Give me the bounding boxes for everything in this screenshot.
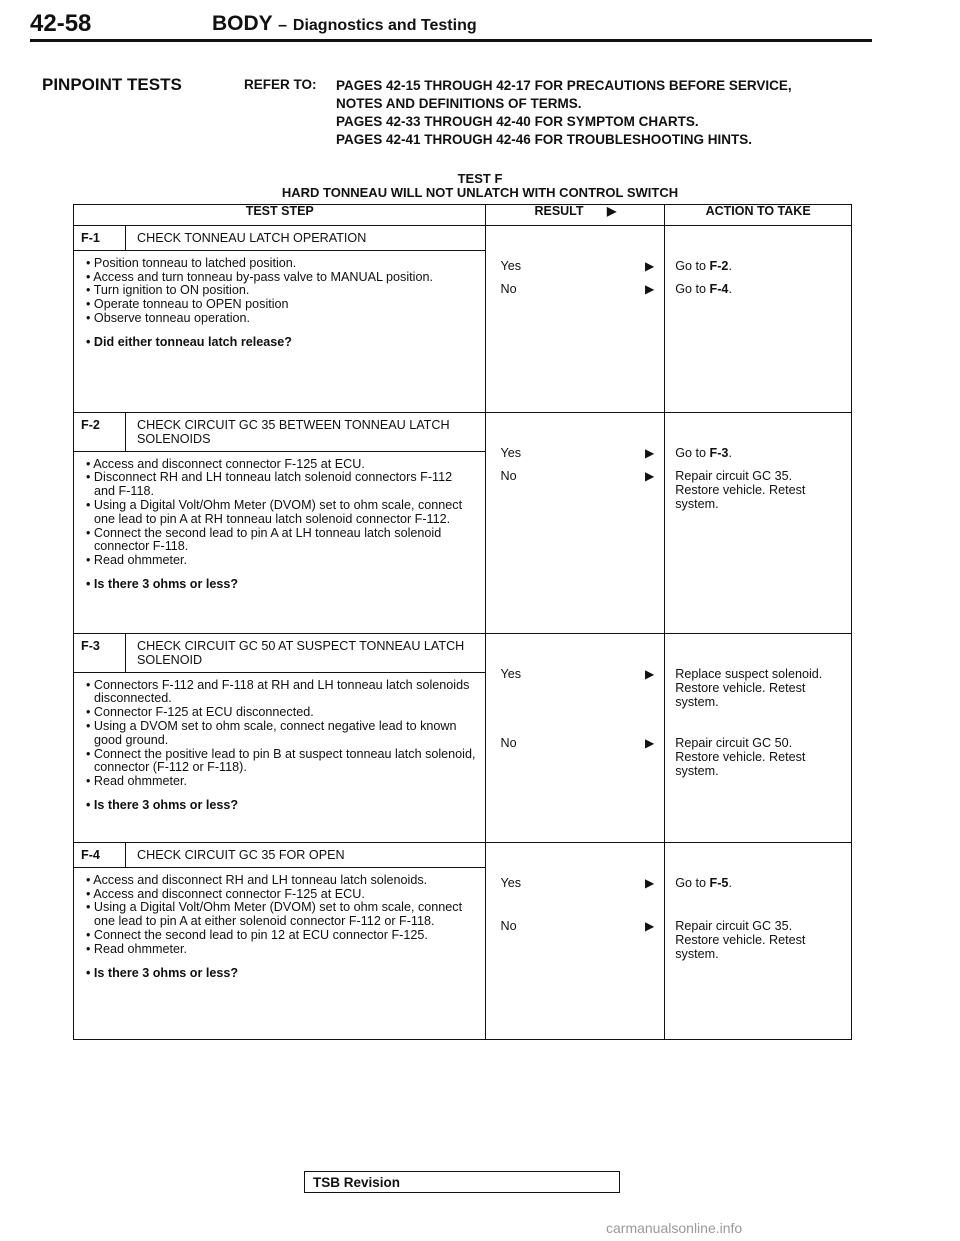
step-instruction: • Read ohmmeter. bbox=[86, 943, 475, 957]
step-instruction: • Connect the positive lead to pin B at suspect tonneau latch solenoid, connector (F-112 or F-118). bbox=[86, 748, 475, 776]
action-label: Go to bbox=[675, 446, 710, 460]
action-text bbox=[665, 737, 833, 778]
page-title bbox=[212, 12, 477, 36]
result-value: No bbox=[500, 469, 517, 483]
action-tail: . bbox=[728, 876, 732, 890]
step-instruction: • Access and disconnect RH and LH tonneau latch solenoids. bbox=[86, 874, 475, 888]
step-instruction: • Connector F-125 at ECU disconnected. bbox=[86, 706, 475, 720]
step-body bbox=[74, 452, 485, 600]
table-row bbox=[74, 226, 852, 413]
result-line bbox=[486, 920, 664, 934]
arrow-right-icon: ▶ bbox=[645, 919, 655, 933]
action-text bbox=[665, 470, 833, 511]
step-instruction: • Connect the second lead to pin 12 at ECU connector F-125. bbox=[86, 929, 475, 943]
result-value: No bbox=[500, 919, 517, 933]
table-row bbox=[74, 843, 852, 1040]
step-id: F-1 bbox=[74, 226, 126, 250]
step-instruction: • Operate tonneau to OPEN position bbox=[86, 298, 475, 312]
step-instruction: • Disconnect RH and LH tonneau latch solenoid connectors F-112 and F-118. bbox=[86, 471, 475, 499]
result-line bbox=[486, 737, 664, 751]
arrow-right-icon: ▶ bbox=[645, 736, 655, 750]
step-id: F-2 bbox=[74, 413, 126, 451]
step-id: F-3 bbox=[74, 634, 126, 672]
step-instruction: • Position tonneau to latched position. bbox=[86, 257, 475, 271]
action-text bbox=[665, 447, 833, 461]
arrow-right-icon: ▶ bbox=[645, 469, 655, 483]
action-text bbox=[665, 668, 833, 709]
pinpoint-test-table bbox=[73, 204, 852, 1040]
test-step-cell bbox=[74, 413, 486, 634]
arrow-right-icon: ▶ bbox=[645, 667, 655, 681]
step-body bbox=[74, 251, 485, 358]
step-title: CHECK TONNEAU LATCH OPERATION bbox=[137, 231, 367, 245]
action-label: Go to bbox=[675, 282, 710, 296]
action-label: Repair circuit GC 35. Restore vehicle. Retest system. bbox=[675, 469, 806, 511]
step-header bbox=[74, 843, 485, 868]
reference-lines bbox=[336, 77, 792, 149]
step-instructions bbox=[86, 874, 475, 957]
step-instructions bbox=[86, 257, 475, 326]
step-instruction: • Using a Digital Volt/Ohm Meter (DVOM) set to ohm scale, connect one lead to pin A at either solenoid connector F-112 or F-118. bbox=[86, 901, 475, 929]
action-tail: . bbox=[728, 282, 732, 296]
arrow-right-icon: ▶ bbox=[645, 446, 655, 460]
reference-line: PAGES 42-33 THROUGH 42-40 FOR SYMPTOM CHARTS. bbox=[336, 114, 699, 129]
step-instruction: • Access and disconnect connector F-125 at ECU. bbox=[86, 458, 475, 472]
table-row bbox=[74, 634, 852, 843]
action-cell bbox=[665, 413, 852, 634]
test-heading bbox=[0, 172, 960, 200]
table-body bbox=[74, 226, 852, 1040]
result-line bbox=[486, 447, 664, 461]
action-step-ref: F-2 bbox=[709, 259, 729, 273]
action-step-ref: F-3 bbox=[709, 446, 729, 460]
section-subtitle: Diagnostics and Testing bbox=[292, 17, 477, 34]
pinpoint-tests-label: PINPOINT TESTS bbox=[42, 75, 182, 94]
step-instruction: • Read ohmmeter. bbox=[86, 775, 475, 789]
action-tail: . bbox=[728, 446, 732, 460]
action-text bbox=[665, 877, 833, 891]
header-result bbox=[486, 205, 665, 226]
result-value: No bbox=[500, 282, 517, 296]
step-question: • Is there 3 ohms or less? bbox=[86, 967, 475, 981]
arrow-right-icon: ▶ bbox=[607, 204, 617, 218]
result-cell bbox=[486, 413, 665, 634]
result-line bbox=[486, 668, 664, 682]
watermark: carmanualsonline.info bbox=[606, 1220, 743, 1236]
reference-line: PAGES 42-15 THROUGH 42-17 FOR PRECAUTIONS BEFORE SERVICE, bbox=[336, 78, 792, 93]
refer-to-label: REFER TO: bbox=[244, 77, 317, 92]
result-line bbox=[486, 877, 664, 891]
arrow-right-icon: ▶ bbox=[645, 282, 655, 296]
step-title: CHECK CIRCUIT GC 50 AT SUSPECT TONNEAU LATCH SOLENOID bbox=[137, 639, 465, 667]
result-value: Yes bbox=[500, 446, 522, 460]
step-instruction: • Connect the second lead to pin A at LH tonneau latch solenoid connector F-118. bbox=[86, 527, 475, 555]
test-step-cell bbox=[74, 226, 486, 413]
step-instructions bbox=[86, 679, 475, 789]
step-header bbox=[74, 634, 485, 673]
step-instruction: • Turn ignition to ON position. bbox=[86, 284, 475, 298]
action-label: Go to bbox=[675, 259, 710, 273]
action-text bbox=[665, 260, 833, 274]
action-label: Repair circuit GC 35. Restore vehicle. Retest system. bbox=[675, 919, 806, 961]
test-description: HARD TONNEAU WILL NOT UNLATCH WITH CONTROL SWITCH bbox=[281, 185, 679, 200]
step-title: CHECK CIRCUIT GC 35 BETWEEN TONNEAU LATCH SOLENOIDS bbox=[137, 418, 450, 446]
action-cell bbox=[665, 226, 852, 413]
step-question: • Is there 3 ohms or less? bbox=[86, 799, 475, 813]
step-instruction: • Read ohmmeter. bbox=[86, 554, 475, 568]
step-body bbox=[74, 868, 485, 989]
step-id: F-4 bbox=[74, 843, 126, 867]
test-id: TEST F bbox=[457, 171, 503, 186]
reference-line: NOTES AND DEFINITIONS OF TERMS. bbox=[336, 96, 582, 111]
test-step-cell bbox=[74, 634, 486, 843]
step-instruction: • Access and turn tonneau by-pass valve to MANUAL position. bbox=[86, 271, 475, 285]
result-value: Yes bbox=[500, 667, 522, 681]
result-line bbox=[486, 470, 664, 484]
result-cell bbox=[486, 226, 665, 413]
step-instruction: • Using a Digital Volt/Ohm Meter (DVOM) set to ohm scale, connect one lead to pin A at RH tonneau latch solenoid connector F-112. bbox=[86, 499, 475, 527]
arrow-right-icon: ▶ bbox=[645, 259, 655, 273]
header-result-label: RESULT bbox=[534, 204, 584, 218]
section-title: BODY bbox=[212, 12, 273, 35]
action-text bbox=[665, 920, 833, 961]
step-question: • Did either tonneau latch release? bbox=[86, 336, 475, 350]
result-value: Yes bbox=[500, 876, 522, 890]
step-instructions bbox=[86, 458, 475, 568]
step-body bbox=[74, 673, 485, 821]
action-step-ref: F-4 bbox=[709, 282, 729, 296]
result-line bbox=[486, 260, 664, 274]
arrow-right-icon: ▶ bbox=[645, 876, 655, 890]
table-header-row bbox=[74, 205, 852, 226]
header-test-step: TEST STEP bbox=[74, 205, 486, 226]
result-cell bbox=[486, 634, 665, 843]
step-header bbox=[74, 413, 485, 452]
header-action: ACTION TO TAKE bbox=[665, 205, 852, 226]
test-step-cell bbox=[74, 843, 486, 1040]
step-instruction: • Observe tonneau operation. bbox=[86, 312, 475, 326]
step-question: • Is there 3 ohms or less? bbox=[86, 578, 475, 592]
title-dash: – bbox=[278, 17, 288, 34]
step-instruction: • Access and disconnect connector F-125 at ECU. bbox=[86, 888, 475, 902]
action-cell bbox=[665, 843, 852, 1040]
step-title: CHECK CIRCUIT GC 35 FOR OPEN bbox=[137, 848, 345, 862]
result-value: Yes bbox=[500, 259, 522, 273]
action-label: Replace suspect solenoid. Restore vehicle. Retest system. bbox=[675, 667, 823, 709]
step-instruction: • Connectors F-112 and F-118 at RH and LH tonneau latch solenoids disconnected. bbox=[86, 679, 475, 707]
result-value: No bbox=[500, 736, 517, 750]
action-label: Repair circuit GC 50. Restore vehicle. Retest system. bbox=[675, 736, 806, 778]
page-number: 42-58 bbox=[30, 10, 92, 37]
action-tail: . bbox=[728, 259, 732, 273]
action-cell bbox=[665, 634, 852, 843]
step-instruction: • Using a DVOM set to ohm scale, connect negative lead to known good ground. bbox=[86, 720, 475, 748]
header-rule bbox=[30, 39, 872, 42]
action-label: Go to bbox=[675, 876, 710, 890]
table-row bbox=[74, 413, 852, 634]
step-header bbox=[74, 226, 485, 251]
result-line bbox=[486, 283, 664, 297]
action-text bbox=[665, 283, 833, 297]
result-cell bbox=[486, 843, 665, 1040]
reference-line: PAGES 42-41 THROUGH 42-46 FOR TROUBLESHOOTING HINTS. bbox=[336, 132, 753, 147]
tsb-revision-box: TSB Revision bbox=[304, 1171, 620, 1193]
action-step-ref: F-5 bbox=[709, 876, 729, 890]
